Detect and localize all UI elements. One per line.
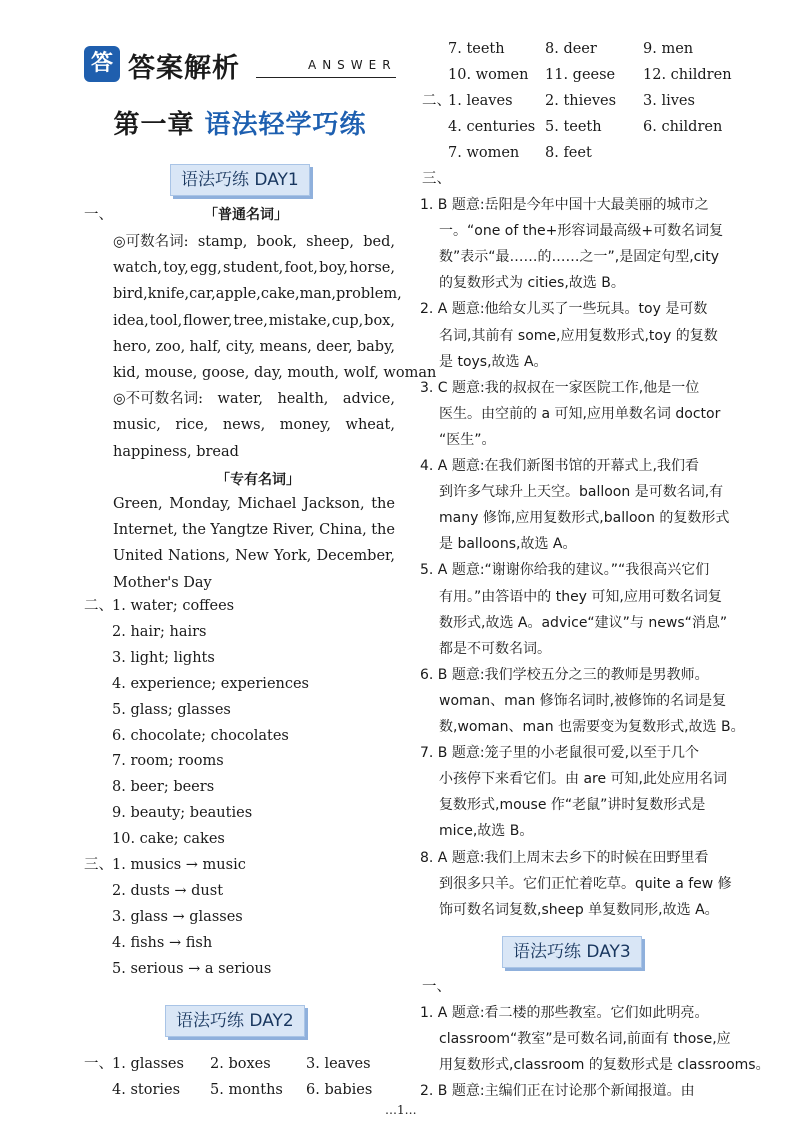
day2-s3-line: 3. C 题意:我的叔叔在一家医院工作,他是一位 [420, 379, 700, 396]
header-title: 答案解析 [128, 53, 240, 84]
day1-s3-marker: 三、 [84, 857, 113, 873]
countable-noun-line: kid, mouse, goose, day, mouth, wolf, woman [113, 365, 437, 381]
day2-s1-item: 9. men [643, 41, 694, 57]
day1-s2-item: 5. glass; glasses [112, 701, 231, 718]
day2-s3-line: 2. A 题意:他给女儿买了一些玩具。toy 是可数 [420, 301, 708, 318]
day2-s3-line: 都是不可数名词。 [439, 640, 551, 657]
day2-s3-line: 医生。由空前的 a 可知,应用单数名词 doctor [439, 405, 721, 422]
chapter-title [90, 104, 390, 141]
day1-s2-marker: 二、 [84, 598, 113, 614]
day1-s3-item: 3. glass → glasses [112, 909, 243, 925]
day2-s3-line: 4. A 题意:在我们新图书馆的开幕式上,我们看 [420, 458, 700, 474]
day1-s1-marker: 一、 [84, 207, 113, 223]
day1-s2-item: 10. cake; cakes [112, 831, 225, 848]
day2-s3-line: 7. B 题意:笼子里的小老鼠很可爱,以至于几个 [420, 745, 700, 762]
day2-s3-line: 名词,其前有 some,应用复数形式,toy 的复数 [439, 327, 718, 344]
day2-s3-line: 到许多气球升上天空。balloon 是可数名词,有 [439, 484, 724, 501]
day2-s3-line: many 修饰,应用复数形式,balloon 的复数形式 [439, 510, 730, 527]
day2-s3-line: 6. B 题意:我们学校五分之三的教师是男教师。 [420, 666, 709, 683]
header-rule [256, 77, 396, 78]
day1-s2-item: 1. water; coffees [112, 598, 235, 614]
day1-s2-item: 6. chocolate; chocolates [112, 727, 289, 744]
countable-noun-line: idea, tool, flower, tree, mistake, cup, box, [113, 312, 395, 329]
day1-s2-item: 4. experience; experiences [112, 675, 310, 692]
day2-s1-item: 5. months [210, 1082, 283, 1098]
day2-s3-line: 5. A 题意:“谢谢你给我的建议。”“我很高兴它们 [420, 562, 710, 579]
day2-s3-line: 是 toys,故选 A。 [439, 353, 548, 370]
day1-s3-item: 5. serious → a serious [112, 961, 272, 977]
day2-s1-item: 6. babies [306, 1082, 373, 1098]
day3-s1-line: 1. A 题意:看二楼的那些教室。它们如此明亮。 [420, 1005, 709, 1021]
day2-s1-item: 11. geese [545, 67, 616, 83]
day3-s1-line: 用复数形式,classroom 的复数形式是 classrooms。 [439, 1057, 770, 1074]
day2-s3-line: 小孩停下来看它们。由 are 可知,此处应用名词 [439, 771, 727, 788]
day1-s2-item: 7. room; rooms [112, 753, 224, 770]
day2-s1-item: 4. stories [112, 1082, 181, 1098]
day2-s1-item: 7. teeth [448, 41, 505, 57]
proper-noun-line: United Nations, New York, December, [113, 548, 395, 565]
day2-s3-line: 有用。”由答语中的 they 可知,应用可数名词复 [439, 588, 722, 605]
day2-s3-line: 复数形式,mouse 作“老鼠”讲时复数形式是 [439, 797, 706, 814]
day2-s1-item: 10. women [448, 67, 529, 83]
day1-s2-item: 9. beauty; beauties [112, 805, 253, 822]
day3-s1-line: classroom“教室”是可数名词,前面有 those,应 [439, 1031, 731, 1048]
day1-s3-item: 4. fishs → fish [112, 935, 213, 951]
day2-s3-line: 数,woman、man 也需要变为复数形式,故选 B。 [439, 719, 745, 735]
countable-noun-line: bird, knife, car, apple, cake, man, problem, [113, 286, 402, 303]
day2-s3-line: woman、man 修饰名词时,被修饰的名词是复 [439, 692, 727, 709]
uncountable-noun-line: ◎不可数名词: water, health, advice, [113, 391, 395, 408]
day1-s2-item: 3. light; lights [112, 649, 215, 666]
countable-noun-line: hero, zoo, half, city, means, deer, baby, [113, 338, 395, 355]
day3-heading: 语法巧练 DAY3 [502, 936, 642, 968]
day2-s1-item: 12. children [643, 67, 732, 83]
proper-noun-line: Green, Monday, Michael Jackson, the [113, 496, 395, 512]
day2-s3-line: 数”表示“最……的……之一”,是固定句型,city [439, 249, 720, 266]
day2-s3-line: 8. A 题意:我们上周末去乡下的时候在田野里看 [420, 849, 709, 866]
day1-s2-item: 8. beer; beers [112, 779, 215, 796]
day2-s2-item: 3. lives [643, 93, 695, 109]
page-header [84, 44, 396, 86]
day3-s1-marker: 一、 [422, 979, 451, 995]
day2-s1-item: 2. boxes [210, 1056, 271, 1072]
answer-logo-icon: 答 [84, 46, 120, 82]
day2-s2-item: 4. centuries [448, 119, 536, 135]
day1-s3-item: 1. musics → music [112, 857, 246, 873]
day2-s3-line: 数形式,故选 A。advice“建议”与 news“消息” [439, 614, 728, 631]
common-noun-title: 「普通名词」 [204, 207, 288, 223]
day2-s1-item: 8. deer [545, 41, 597, 57]
chapter-label: 第一章 [113, 110, 195, 140]
day1-s3-item: 2. dusts → dust [112, 883, 224, 899]
chapter-name: 语法轻学巧练 [204, 110, 367, 140]
proper-noun-line: Internet, the Yangtze River, China, the [113, 522, 395, 539]
day3-s1-line: 2. B 题意:主编们正在讨论那个新闻报道。由 [420, 1083, 695, 1100]
day2-s1-marker: 一、 [84, 1056, 113, 1072]
day2-s1-item: 3. leaves [306, 1056, 371, 1072]
day2-s3-line: 的复数形式为 cities,故选 B。 [439, 275, 625, 292]
uncountable-noun-line: music, rice, news, money, wheat, [113, 417, 395, 434]
header-subtitle: ANSWER [308, 58, 397, 72]
day2-s2-item: 7. women [448, 145, 520, 161]
countable-noun-line: ◎可数名词: stamp, book, sheep, bed, [113, 234, 395, 250]
uncountable-noun-line: happiness, bread [113, 443, 239, 460]
day2-s3-line: 到很多只羊。它们正忙着吃草。quite a few 修 [439, 875, 732, 892]
day2-s2-item: 2. thieves [545, 93, 617, 109]
day2-s2-item: 8. feet [545, 145, 592, 161]
page-number: …1… [385, 1103, 417, 1117]
countable-noun-line: watch, toy, egg, student, foot, boy, horse, [113, 260, 395, 277]
day2-s3-line: 饰可数名词复数,sheep 单复数同形,故选 A。 [439, 901, 719, 918]
day2-s2-item: 5. teeth [545, 119, 602, 135]
day2-s3-line: mice,故选 B。 [439, 823, 534, 840]
day2-s3-line: 是 balloons,故选 A。 [439, 536, 577, 553]
day2-s3-marker: 三、 [422, 171, 451, 187]
day2-s3-line: 一。“one of the+形容词最高级+可数名词复 [439, 223, 724, 240]
day1-s2-item: 2. hair; hairs [112, 623, 207, 640]
proper-noun-title: 「专有名词」 [216, 471, 300, 488]
day2-s3-line: 1. B 题意:岳阳是今年中国十大最美丽的城市之 [420, 197, 709, 213]
day2-s1-item: 1. glasses [112, 1056, 184, 1072]
day2-s2-item: 1. leaves [448, 93, 513, 109]
day1-heading: 语法巧练 DAY1 [170, 164, 310, 196]
day2-s2-item: 6. children [643, 119, 723, 135]
day2-heading: 语法巧练 DAY2 [165, 1005, 305, 1037]
proper-noun-line: Mother's Day [113, 574, 212, 591]
day2-s3-line: “医生”。 [439, 431, 496, 448]
day2-s2-marker: 二、 [422, 93, 451, 109]
